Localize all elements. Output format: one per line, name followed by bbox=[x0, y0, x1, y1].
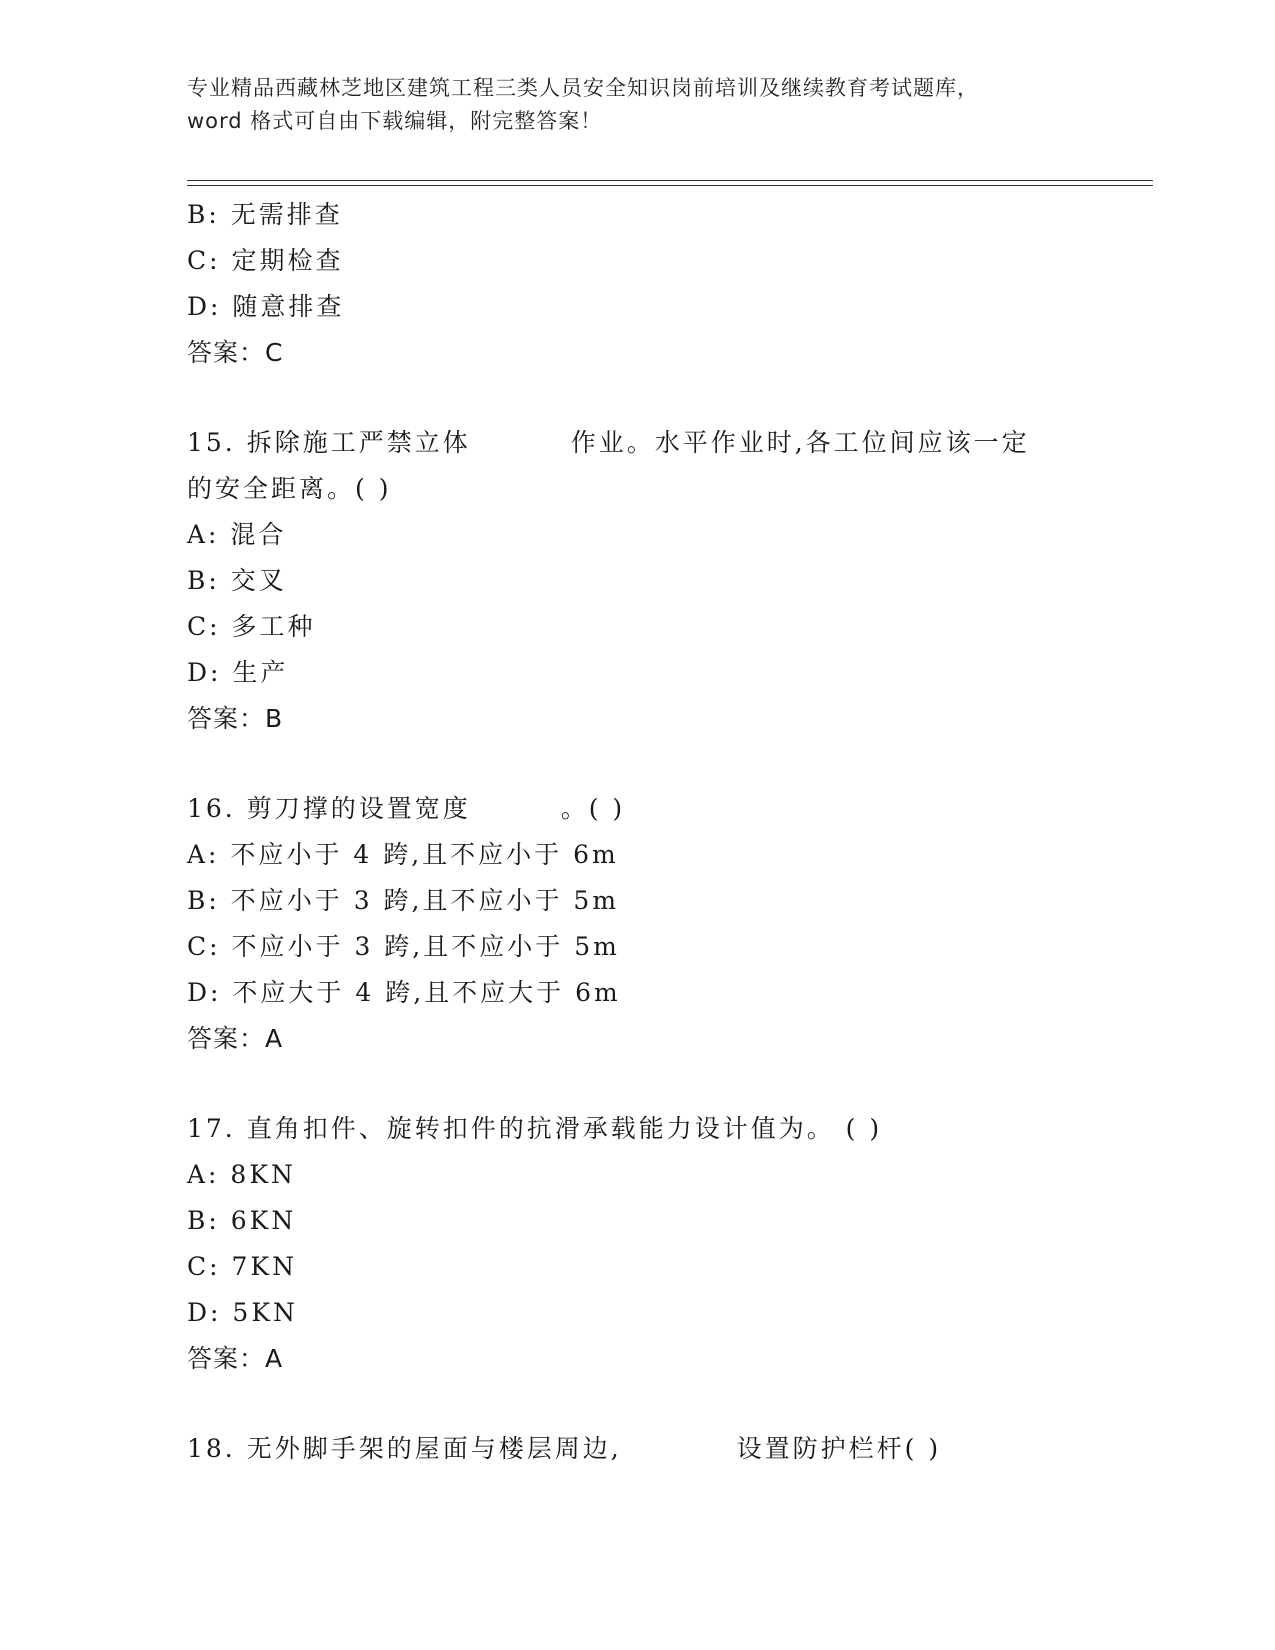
question-stem bbox=[187, 1426, 1153, 1472]
answer: 答案：A bbox=[187, 1344, 284, 1373]
option-d: D: 随意排查 bbox=[187, 292, 345, 321]
question-spacer bbox=[187, 742, 1153, 786]
question-14 bbox=[187, 192, 1153, 376]
question-spacer bbox=[187, 376, 1153, 420]
question-spacer bbox=[187, 1382, 1153, 1426]
header-line-2: word 格式可自由下载编辑，附完整答案！ bbox=[187, 109, 603, 133]
question-stem bbox=[187, 786, 1153, 832]
option-c: C: 不应小于 3 跨,且不应小于 5m bbox=[187, 932, 620, 961]
question-stem-line-2: 的安全距离。( ) bbox=[187, 474, 392, 503]
question-17 bbox=[187, 1106, 1153, 1382]
option-a: A: 混合 bbox=[187, 520, 287, 549]
header-divider-bottom bbox=[187, 185, 1153, 186]
question-16 bbox=[187, 786, 1153, 1062]
option-d: D: 生产 bbox=[187, 658, 289, 687]
stem-part-1: 16. 剪刀撑的设置宽度 bbox=[187, 794, 471, 823]
question-15 bbox=[187, 420, 1153, 742]
stem-part-2: 。( ) bbox=[560, 794, 626, 823]
header-line-1: 专业精品西藏林芝地区建筑工程三类人员安全知识岗前培训及继续教育考试题库， bbox=[187, 76, 979, 100]
option-d: D: 5KN bbox=[187, 1298, 298, 1327]
answer: 答案：A bbox=[187, 1024, 284, 1053]
option-c: C: 定期检查 bbox=[187, 246, 344, 275]
option-a: A: 不应小于 4 跨,且不应小于 6m bbox=[187, 840, 619, 869]
header-divider-top bbox=[187, 180, 1153, 181]
stem-part-1: 18. 无外脚手架的屋面与楼层周边, bbox=[187, 1434, 622, 1463]
stem-part-2: 作业。水平作业时,各工位间应该一定 bbox=[570, 428, 1030, 457]
option-b: B: 6KN bbox=[187, 1206, 297, 1235]
question-spacer bbox=[187, 1062, 1153, 1106]
question-list bbox=[187, 192, 1153, 1472]
option-b: B: 不应小于 3 跨,且不应小于 5m bbox=[187, 886, 620, 915]
question-stem bbox=[187, 420, 1153, 466]
option-b: B: 无需排查 bbox=[187, 200, 343, 229]
question-18 bbox=[187, 1426, 1153, 1472]
question-stem: 17. 直角扣件、旋转扣件的抗滑承载能力设计值为。 ( ) bbox=[187, 1114, 883, 1143]
answer: 答案：B bbox=[187, 704, 284, 733]
stem-part-1: 15. 拆除施工严禁立体 bbox=[187, 428, 471, 457]
option-a: A: 8KN bbox=[187, 1160, 296, 1189]
option-b: B: 交叉 bbox=[187, 566, 287, 595]
option-c: C: 多工种 bbox=[187, 612, 316, 641]
option-c: C: 7KN bbox=[187, 1252, 297, 1281]
document-header bbox=[187, 72, 1087, 138]
option-d: D: 不应大于 4 跨,且不应大于 6m bbox=[187, 978, 621, 1007]
stem-part-2: 设置防护栏杆( ) bbox=[736, 1434, 942, 1463]
answer: 答案：C bbox=[187, 338, 284, 367]
